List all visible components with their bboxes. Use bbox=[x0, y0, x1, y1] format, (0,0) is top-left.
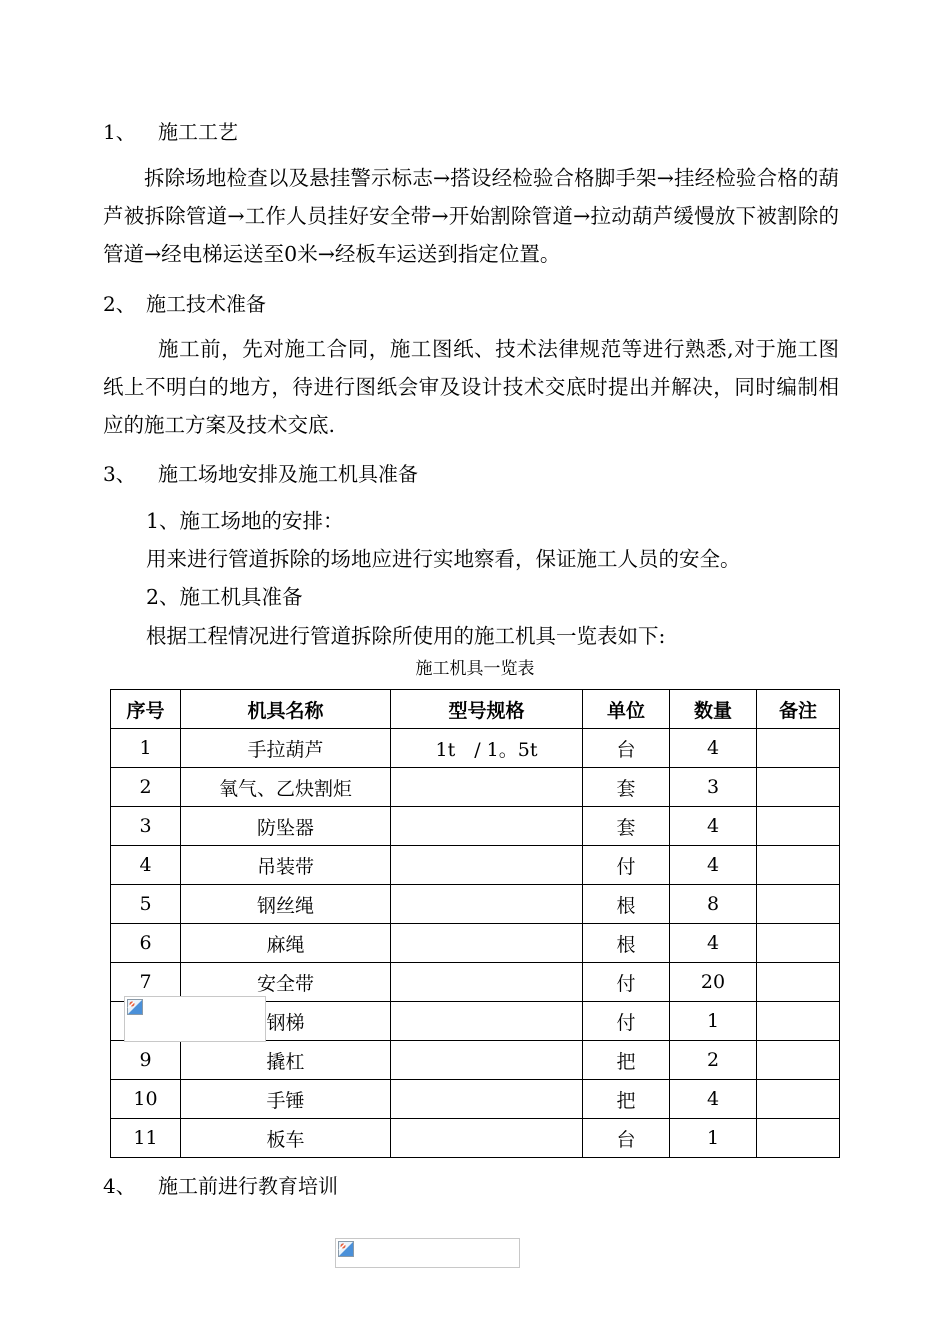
table-row bbox=[111, 1080, 840, 1119]
cell-unit: 套 bbox=[583, 768, 670, 807]
cell-unit: 付 bbox=[583, 963, 670, 1002]
table-row bbox=[111, 1041, 840, 1080]
cell-spec bbox=[391, 1002, 583, 1041]
broken-image-icon bbox=[338, 1241, 354, 1257]
cell-spec bbox=[391, 1080, 583, 1119]
cell-name: 防坠器 bbox=[181, 807, 391, 846]
cell-index: 4 bbox=[111, 846, 181, 885]
cell-spec bbox=[391, 1041, 583, 1080]
table-caption: 施工机具一览表 bbox=[415, 659, 535, 679]
subsection-1-title: 1、施工场地的安排： bbox=[146, 509, 344, 533]
cell-unit: 把 bbox=[583, 1041, 670, 1080]
cell-name: 氧气、乙炔割炬 bbox=[181, 768, 391, 807]
tools-table bbox=[110, 689, 840, 1158]
cell-name: 手拉葫芦 bbox=[181, 729, 391, 768]
cell-name: 钢丝绳 bbox=[181, 885, 391, 924]
section-number: 1、 bbox=[103, 120, 136, 144]
cell-unit: 根 bbox=[583, 885, 670, 924]
cell-qty: 20 bbox=[670, 963, 757, 1002]
cell-note bbox=[757, 924, 840, 963]
table-row bbox=[111, 846, 840, 885]
broken-image-placeholder bbox=[124, 996, 266, 1042]
cell-spec bbox=[391, 846, 583, 885]
cell-index: 2 bbox=[111, 768, 181, 807]
table-header-row bbox=[111, 690, 840, 729]
cell-spec bbox=[391, 885, 583, 924]
table-row bbox=[111, 1119, 840, 1158]
cell-unit: 付 bbox=[583, 846, 670, 885]
cell-qty: 4 bbox=[670, 846, 757, 885]
cell-qty: 4 bbox=[670, 924, 757, 963]
header-index: 序号 bbox=[111, 690, 181, 729]
cell-note bbox=[757, 1041, 840, 1080]
cell-qty: 4 bbox=[670, 729, 757, 768]
section-number: 4、 bbox=[103, 1174, 136, 1198]
subsection-1-body: 用来进行管道拆除的场地应进行实地察看，保证施工人员的安全。 bbox=[146, 547, 741, 571]
header-name: 机具名称 bbox=[181, 690, 391, 729]
header-note: 备注 bbox=[757, 690, 840, 729]
cell-note bbox=[757, 1080, 840, 1119]
cell-unit: 付 bbox=[583, 1002, 670, 1041]
cell-name: 安全带 bbox=[181, 963, 391, 1002]
subsection-2-body: 根据工程情况进行管道拆除所使用的施工机具一览表如下: bbox=[146, 624, 666, 648]
cell-spec bbox=[391, 1119, 583, 1158]
broken-image-placeholder bbox=[335, 1238, 520, 1268]
cell-qty: 1 bbox=[670, 1002, 757, 1041]
cell-unit: 把 bbox=[583, 1080, 670, 1119]
cell-qty: 8 bbox=[670, 885, 757, 924]
cell-unit: 套 bbox=[583, 807, 670, 846]
table-row bbox=[111, 885, 840, 924]
broken-image-icon bbox=[127, 999, 143, 1015]
section-number: 3、 bbox=[103, 462, 136, 486]
cell-index: 6 bbox=[111, 924, 181, 963]
cell-index: 11 bbox=[111, 1119, 181, 1158]
cell-spec bbox=[391, 768, 583, 807]
header-unit: 单位 bbox=[583, 690, 670, 729]
subsection-2-title: 2、施工机具准备 bbox=[146, 585, 303, 609]
cell-qty: 4 bbox=[670, 807, 757, 846]
cell-index: 10 bbox=[111, 1080, 181, 1119]
cell-note bbox=[757, 768, 840, 807]
section-1-heading bbox=[103, 118, 238, 146]
cell-note bbox=[757, 807, 840, 846]
section-title: 施工技术准备 bbox=[146, 292, 266, 316]
section-number: 2、 bbox=[103, 292, 136, 316]
cell-spec bbox=[391, 963, 583, 1002]
table-body bbox=[111, 729, 840, 1158]
table-row bbox=[111, 768, 840, 807]
cell-index: 7 bbox=[111, 963, 181, 1002]
cell-spec bbox=[391, 807, 583, 846]
header-spec: 型号规格 bbox=[391, 690, 583, 729]
cell-unit: 台 bbox=[583, 1119, 670, 1158]
section-title: 施工场地安排及施工机具准备 bbox=[158, 462, 418, 486]
cell-spec: 1t / 1。5t bbox=[391, 729, 583, 768]
table-row bbox=[111, 807, 840, 846]
cell-name: 撬杠 bbox=[181, 1041, 391, 1080]
cell-name: 吊装带 bbox=[181, 846, 391, 885]
section-3-heading bbox=[103, 460, 418, 488]
cell-index: 3 bbox=[111, 807, 181, 846]
section-2-heading bbox=[103, 290, 266, 318]
cell-note bbox=[757, 885, 840, 924]
section-4-heading bbox=[103, 1172, 338, 1200]
section-title: 施工工艺 bbox=[158, 120, 238, 144]
table-row bbox=[111, 729, 840, 768]
section-1-body: 拆除场地检查以及悬挂警示标志→搭设经检验合格脚手架→挂经检验合格的葫芦被拆除管道→工作人员挂好安全带→开始割除管道→拉动葫芦缓慢放下被割除的管道→经电梯运送至0米→经板车运送到指定位置。 bbox=[103, 166, 839, 266]
cell-note bbox=[757, 846, 840, 885]
cell-qty: 4 bbox=[670, 1080, 757, 1119]
cell-qty: 1 bbox=[670, 1119, 757, 1158]
cell-qty: 3 bbox=[670, 768, 757, 807]
cell-unit: 台 bbox=[583, 729, 670, 768]
cell-name: 麻绳 bbox=[181, 924, 391, 963]
cell-note bbox=[757, 963, 840, 1002]
cell-index: 5 bbox=[111, 885, 181, 924]
section-2-body: 施工前，先对施工合同，施工图纸、技术法律规范等进行熟悉,对于施工图纸上不明白的地方，待进行图纸会审及设计技术交底时提出并解决，同时编制相应的施工方案及技术交底. bbox=[103, 337, 839, 437]
cell-note bbox=[757, 1002, 840, 1041]
cell-name: 板车 bbox=[181, 1119, 391, 1158]
cell-note bbox=[757, 729, 840, 768]
cell-name: 钢梯 bbox=[181, 1002, 391, 1041]
cell-index: 1 bbox=[111, 729, 181, 768]
cell-spec bbox=[391, 924, 583, 963]
cell-name: 手锤 bbox=[181, 1080, 391, 1119]
cell-qty: 2 bbox=[670, 1041, 757, 1080]
table-row bbox=[111, 924, 840, 963]
cell-index: 9 bbox=[111, 1041, 181, 1080]
cell-unit: 根 bbox=[583, 924, 670, 963]
section-title: 施工前进行教育培训 bbox=[158, 1174, 338, 1198]
cell-note bbox=[757, 1119, 840, 1158]
header-qty: 数量 bbox=[670, 690, 757, 729]
